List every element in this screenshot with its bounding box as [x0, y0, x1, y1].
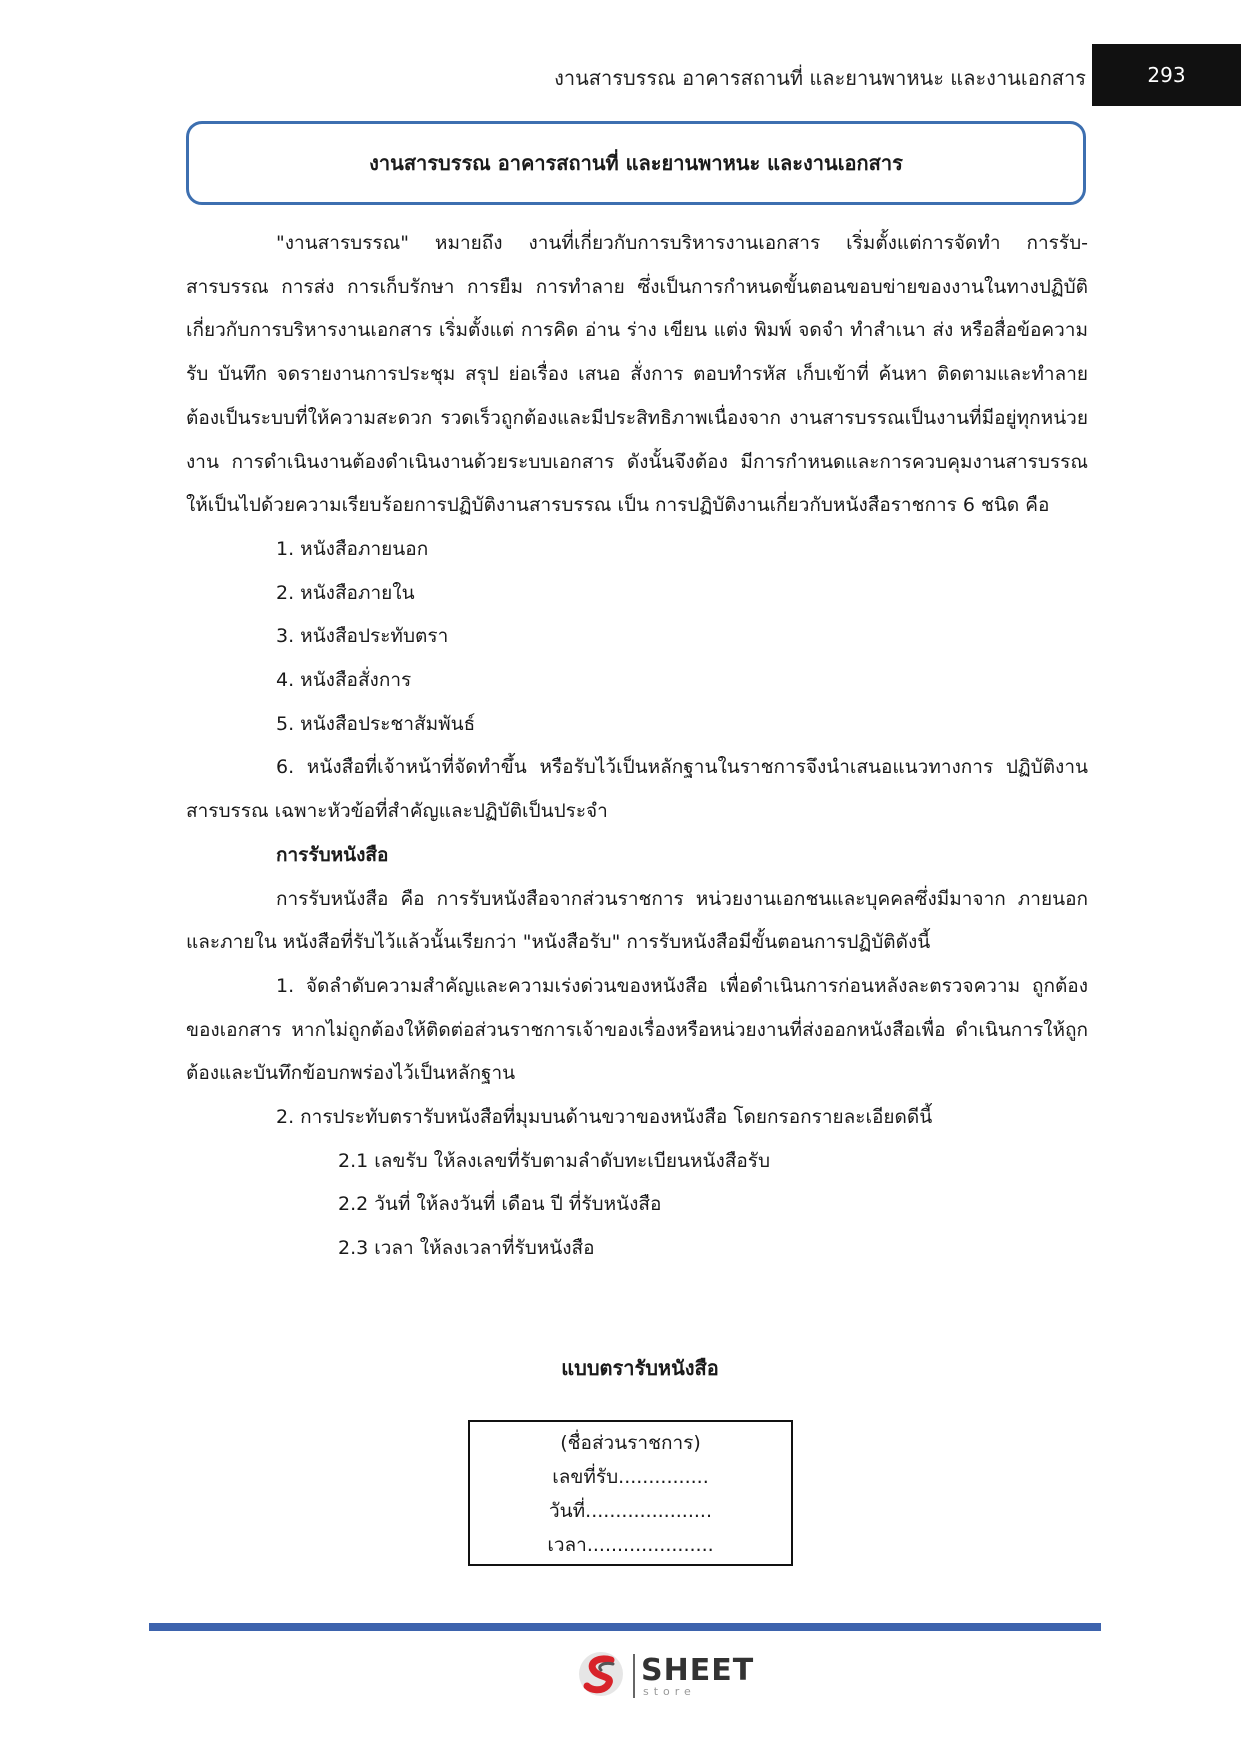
stamp-line: เลขที่รับ...............: [552, 1466, 709, 1488]
chapter-title: งานสารบรรณ อาคารสถานที่ และยานพาหนะ และงานเอกสาร: [369, 151, 903, 175]
stamp-line: เวลา.....................: [547, 1534, 714, 1556]
section-heading: การรับหนังสือ: [276, 843, 389, 866]
sub-step: 2.3 เวลา ให้ลงเวลาที่รับหนังสือ: [338, 1237, 595, 1260]
section-intro: การรับหนังสือ คือ การรับหนังสือจากส่วนราชการ หน่วยงานเอกชนและบุคคลซึ่งมีมาจาก ภายนอกและภายใน หนังสือที่รับไว้แล้วนั้นเรียกว่า "หนังสือรับ" การรับหนังสือมีขั้นตอนการปฏิบัติดังนี้: [186, 887, 1088, 954]
running-head: งานสารบรรณ อาคารสถานที่ และยานพาหนะ และงานเอกสาร: [554, 66, 1086, 90]
brand-separator: [633, 1654, 635, 1698]
stamp-line: (ชื่อส่วนราชการ): [560, 1432, 701, 1454]
brand-text: [641, 1652, 755, 1698]
sheet-logo-icon: [575, 1648, 627, 1704]
sub-step: 2.2 วันที่ ให้ลงวันที่ เดือน ปี ที่รับหนังสือ: [338, 1193, 662, 1216]
list-item: 5. หนังสือประชาสัมพันธ์: [276, 712, 476, 735]
page-number: 293: [1147, 63, 1186, 87]
sub-step: 2.1 เลขรับ ให้ลงเลขที่รับตามลำดับทะเบียนหนังสือรับ: [338, 1149, 771, 1172]
list-item-6: 6. หนังสือที่เจ้าหน้าที่จัดทำขึ้น หรือรับไว้เป็นหลักฐานในราชการจึงนำเสนอแนวทางการ ปฏิบัติงานสารบรรณ เฉพาะหัวข้อที่สำคัญและปฏิบัติเป็นประจำ: [186, 756, 1088, 823]
list-item: 3. หนังสือประทับตรา: [276, 625, 449, 648]
list-item: 1. หนังสือภายนอก: [276, 537, 429, 560]
step-2: 2. การประทับตรารับหนังสือที่มุมบนด้านขวาของหนังสือ โดยกรอกรายละเอียดดีนี้: [276, 1106, 933, 1129]
body-text: [186, 222, 1088, 1271]
list-item: 2. หนังสือภายใน: [276, 581, 415, 604]
footer-rule: [149, 1623, 1101, 1631]
chapter-title-box: [186, 121, 1086, 205]
list-item: 4. หนังสือสั่งการ: [276, 669, 412, 692]
stamp-caption: แบบตรารับหนังสือ: [561, 1356, 719, 1380]
stamp-line: วันที่.....................: [548, 1500, 712, 1522]
brand-word: SHEET: [641, 1652, 755, 1688]
brand-logo: [575, 1648, 754, 1704]
intro-paragraph: "งานสารบรรณ" หมายถึง งานที่เกี่ยวกับการบริหารงานเอกสาร เริ่มตั้งแต่การจัดทำ การรับ-สารบรรณ การส่ง การเก็บรักษา การยืม การทำลาย ซึ่งเป็นการกำหนดขั้นตอนขอบข่ายของงานในทางปฏิบัติเกี่ยวกับการบริหารงานเอกสาร เริ่มตั้งแต่ การคิด อ่าน ร่าง เขียน แต่ง พิมพ์ จดจำ ทำสำเนา ส่ง หรือสื่อข้อความ รับ บันทึก จดรายงานการประชุม สรุป ย่อเรื่อง เสนอ สั่งการ ตอบทำรหัส เก็บเข้าที่ ค้นหา ติดตามและทำลาย ต้องเป็นระบบที่ให้ความสะดวก รวดเร็วถูกต้องและมีประสิทธิภาพเนื่องจาก งานสารบรรณเป็นงานที่มีอยู่ทุกหน่วยงาน การดำเนินงานต้องดำเนินงานด้วยระบบเอกสาร ดังนั้นจึงต้อง มีการกำหนดและการควบคุมงานสารบรรณให้เป็นไปด้วยความเรียบร้อยการปฏิบัติงานสารบรรณ เป็น การปฏิบัติงานเกี่ยวกับหนังสือราชการ 6 ชนิด คือ: [186, 232, 1088, 517]
page-number-box: [1092, 44, 1241, 106]
brand-sub: store: [643, 1684, 696, 1698]
stamp-box: [468, 1420, 793, 1566]
step-1: 1. จัดลำดับความสำคัญและความเร่งด่วนของหนังสือ เพื่อดำเนินการก่อนหลังละตรวจความ ถูกต้องของเอกสาร หากไม่ถูกต้องให้ติดต่อส่วนราชการเจ้าของเรื่องหรือหน่วยงานที่ส่งออกหนังสือเพื่อ ดำเนินการให้ถูกต้องและบันทึกข้อบกพร่องไว้เป็นหลักฐาน: [186, 974, 1088, 1085]
